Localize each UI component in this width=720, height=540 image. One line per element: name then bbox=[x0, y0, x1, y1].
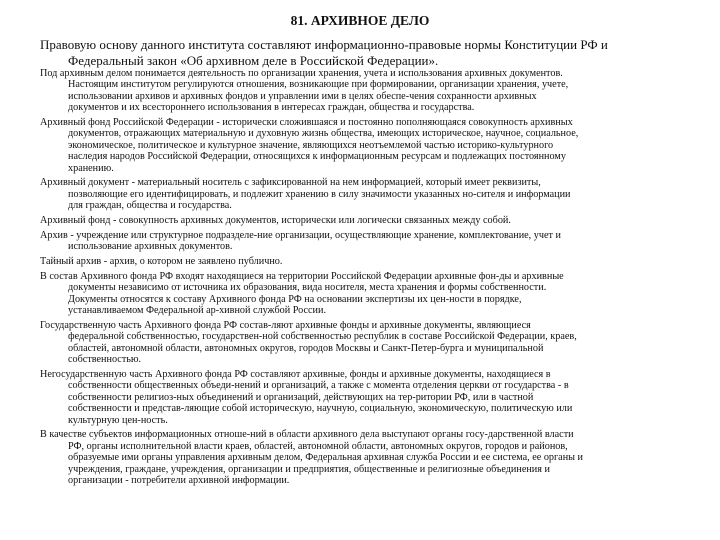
paragraph-line: позволяющие его идентифицировать, и подлежит хранению в силу значимости указанных но-сителя и информации bbox=[68, 188, 571, 200]
paragraph bbox=[40, 256, 710, 267]
paragraph-line: Документы относятся к составу Архивного фонда РФ на основании экспертизы их цен-ности в порядке, bbox=[68, 293, 522, 305]
paragraph bbox=[40, 117, 710, 174]
paragraph-line: В состав Архивного фонда РФ входят находящиеся на территории Российской Федерации архивные фон-ды и архивные bbox=[40, 270, 564, 282]
paragraph-line: хранению. bbox=[68, 162, 114, 174]
page-title: 81. АРХИВНОЕ ДЕЛО bbox=[290, 13, 430, 28]
paragraph-line: собственности и представ-ляющие собой историческую, научную, социальную, экономическую, политическую или bbox=[68, 403, 573, 415]
paragraph-line: Архивный фонд - совокупность архивных документов, исторически или логически связанных между собой. bbox=[40, 215, 511, 227]
paragraph-line: Настоящим институтом регулируются отношения, возникающие при формировании, организации хранения, учете, bbox=[68, 79, 569, 91]
paragraph-line: Государственную часть Архивного фонда РФ состав-ляют архивные фонды и архивные документы, являющиеся bbox=[40, 319, 531, 331]
paragraph-line: собственностью. bbox=[68, 354, 142, 366]
paragraph-line: собственности религиоз-ных объединений и организаций, действующих на тер-ритории РФ, или в частной bbox=[68, 391, 534, 403]
paragraph-line: документов, отражающих материальную и духовную жизнь общества, имеющих историческое, научное, социальное, bbox=[68, 128, 579, 140]
paragraph bbox=[40, 215, 710, 226]
paragraph-line: образуемые ими органы управления архивным делом, Федеральная архивная служба России и ее система, ее органы и bbox=[68, 452, 583, 464]
paragraph-line: документы независимо от источника их образования, вида носителя, места хранения и формы собственности. bbox=[68, 282, 547, 294]
paragraph-line: для граждан, общества и государства. bbox=[68, 200, 232, 212]
intro-line: Правовую основу данного института составляют информационно-правовые нормы Конституции РФ и bbox=[40, 37, 608, 52]
intro-paragraph bbox=[40, 37, 710, 68]
paragraph-line: Негосударственную часть Архивного фонда РФ составляют архивные, фонды и архивные документы, находящиеся в bbox=[40, 368, 551, 380]
paragraph-line: областей, автономной области, автономных округов, городов Москвы и Санкт-Петер-бурга и муниципальной bbox=[68, 342, 544, 354]
paragraph-line: Под архивным делом понимается деятельность по организации хранения, учета и использования архивных документов. bbox=[40, 68, 563, 79]
paragraph-line: Архивный фонд Российской Федерации - исторически сложившаяся и постоянно пополняющаяся совокупность архивных bbox=[40, 117, 573, 129]
paragraph-line: документов и их всестороннего использования в интересах граждан, общества и государства. bbox=[68, 102, 475, 114]
paragraph-line: Тайный архив - архив, о котором не заявлено публично. bbox=[40, 256, 283, 268]
paragraph bbox=[40, 320, 710, 366]
paragraph-line: использование архивных документов. bbox=[68, 241, 233, 253]
paragraph bbox=[40, 429, 710, 486]
paragraph-line: РФ, органы исполнительной власти краев, областей, автономной области, автономных округов, городов и районов, bbox=[68, 440, 568, 452]
paragraph-line: В качестве субъектов информационных отноше-ний в области архивного дела выступают органы госу-дарственной власти bbox=[40, 429, 574, 441]
paragraph-line: учреждения, граждане, учреждения, организации и предприятия, общественные и религиозные объединения и bbox=[68, 463, 550, 475]
paragraph bbox=[40, 271, 710, 317]
paragraph-line: экономическое, политическое и культурное значение, являющихся неотъемлемой частью историко-культурного bbox=[68, 139, 554, 151]
paragraph bbox=[40, 177, 710, 211]
paragraph-line: Архивный документ - материальный носитель с зафиксированной на нем информацией, который имеет реквизиты, bbox=[40, 177, 541, 189]
paragraph-line: собственности общественных объеди-нений и организаций, а также с момента отделения церкви от государства - в bbox=[68, 380, 569, 392]
paragraph bbox=[40, 230, 710, 253]
paragraph bbox=[40, 68, 710, 114]
paragraph bbox=[40, 369, 710, 426]
document-body bbox=[40, 68, 710, 490]
paragraph-line: организации - потребители архивной информации. bbox=[68, 474, 290, 486]
paragraph-line: наследия народов Российской Федерации, относящихся к информационным ресурсам и подлежащих постоянному bbox=[68, 151, 566, 163]
intro-line: Федеральный закон «Об архивном деле в Российской Федерации». bbox=[68, 52, 439, 68]
paragraph-line: культурную цен-ность. bbox=[68, 414, 168, 426]
paragraph-line: федеральной собственностью, государствен-ной собственностью республик в составе Российской Федерации, краев, bbox=[68, 331, 577, 343]
paragraph-line: устанавливаемом Федеральной ар-хивной службой России. bbox=[68, 305, 326, 317]
paragraph-line: Архив - учреждение или структурное подразделе-ние организации, осуществляющие хранение, комплектование, учет и bbox=[40, 229, 561, 241]
paragraph-line: использовании архивов и архивных фондов и управлении ими в целях обеспе-чения сохранности архивных bbox=[68, 90, 537, 102]
